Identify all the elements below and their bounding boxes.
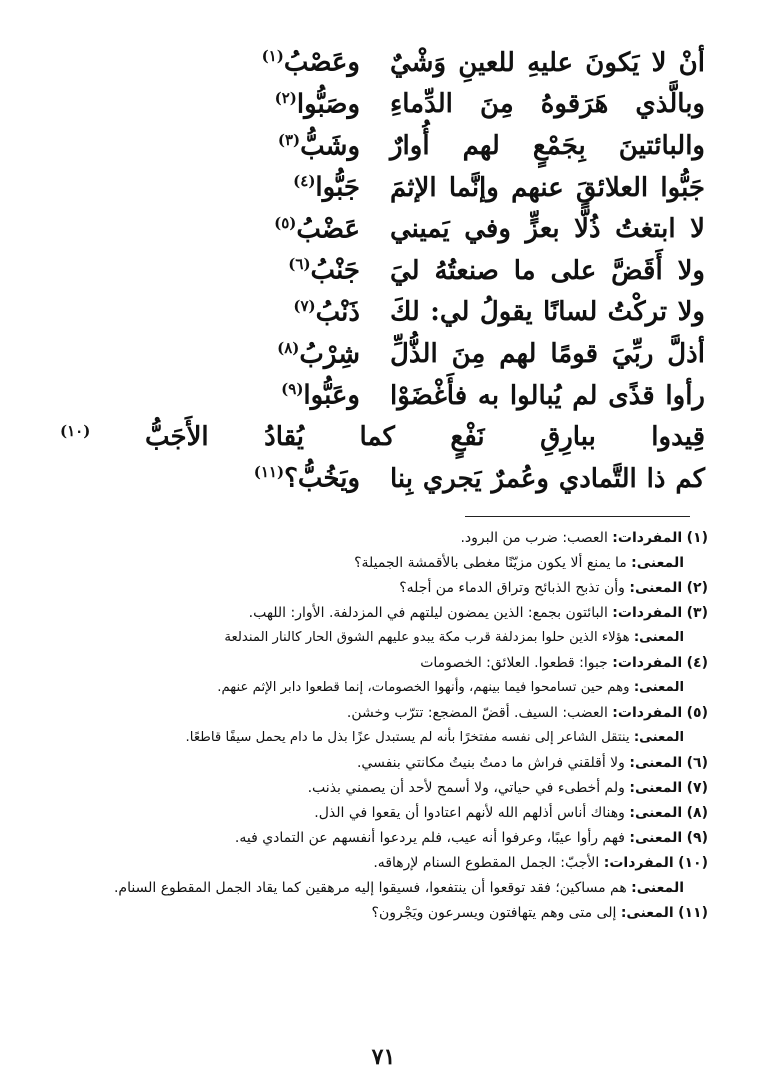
footnote-marker: (٦)	[288, 255, 311, 274]
footnote-key: المفردات:	[612, 605, 683, 621]
footnote-number: (٣)	[686, 605, 708, 621]
footnote-item	[60, 703, 708, 723]
verse-first-hemistich: وبالَّذي هَرَقوهُ مِنَ الدِّماءِ	[390, 89, 705, 120]
footnote-text: البائتون بجمع: الذين يمضون ليلتهم في المزدلفة. الأوار: اللهب.	[248, 605, 608, 621]
verse-second-hemistich	[60, 382, 360, 409]
footnote-key: المعنى:	[629, 805, 683, 821]
verse-second-hemistich	[60, 174, 360, 201]
footnote-marker: (٧)	[293, 297, 316, 316]
footnotes	[60, 528, 708, 928]
verse-second-text: وعَصْبُ	[283, 48, 360, 79]
footnote-key: المفردات:	[612, 655, 683, 671]
verse-second-hemistich	[60, 255, 360, 287]
verse-first-hemistich: والبائتينَ بِجَمْعٍ لهم أُوارٌ	[390, 130, 705, 161]
footnote-key: المعنى:	[620, 905, 674, 921]
verse-second-text: ذَنْبُ	[315, 297, 360, 328]
footnote-item	[60, 753, 708, 773]
footnote-text: إلى متى وهم يتهافتون ويسرعون ويَجْرون؟	[371, 905, 617, 921]
verse	[60, 42, 705, 84]
footnote-marker: (١١)	[253, 463, 285, 482]
verse	[60, 333, 705, 375]
footnote-text: جبوا: قطعوا. العلائق: الخصومات	[420, 655, 608, 671]
footnote-item	[60, 878, 708, 898]
footnote-key: المفردات:	[612, 705, 683, 721]
verse	[60, 167, 705, 209]
verse	[60, 84, 705, 126]
footnote-text: الأجبّ: الجمل المقطوع السنام لإرهاقه.	[373, 855, 600, 871]
footnote-item	[60, 553, 708, 573]
footnote-item	[60, 678, 708, 698]
footnote-number: (٥)	[686, 705, 708, 721]
verse-second-hemistich	[60, 47, 360, 79]
verse	[60, 458, 705, 500]
footnote-key: المعنى:	[631, 880, 684, 896]
verse-second-hemistich	[60, 213, 360, 245]
verse-second-text: ويَخُبُّ؟	[284, 464, 360, 495]
footnote-number: (١١)	[678, 905, 708, 921]
verse	[60, 125, 705, 167]
footnote-key: المعنى:	[631, 555, 684, 571]
footnote-number: (٤)	[686, 655, 708, 671]
verse-first-hemistich: رأوا قذًى لم يُبالوا به فأَغْضَوْا	[390, 380, 705, 411]
footnote-marker: (١)	[261, 47, 284, 66]
verse-first-hemistich: ولا تركْتُ لسانًا يقولُ لي: لكَ	[390, 297, 705, 328]
footnote-text: العصب: ضرب من البرود.	[460, 530, 608, 546]
footnote-text: وأن تذبح الذبائح وتراق الدماء من أجله؟	[399, 580, 625, 596]
page-number: ٧١	[371, 1044, 396, 1070]
verse-second-text: جَبُّوا	[315, 172, 360, 203]
footnote-number: (٦)	[686, 755, 708, 771]
footnote-text: وهناك أناس أذلهم الله لأنهم اعتادوا أن يقعوا في الذل.	[314, 805, 625, 821]
footnote-number: (١)	[686, 530, 708, 546]
footnote-marker: (٥)	[274, 213, 297, 232]
footnote-item	[60, 528, 708, 548]
footnote-text: هم مساكين؛ فقد توقعوا أن ينتفعوا، فسيقوا إليه مرهقين كما يقاد الجمل المقطوع السنام.	[113, 880, 627, 896]
footnote-number: (٧)	[686, 780, 708, 796]
verse-first-hemistich: لا ابتغتُ ذُلًّا بعزٍّ وفي يَميني	[390, 214, 705, 245]
footnote-text: ينتقل الشاعر إلى نفسه مفتخرًا بأنه لم يستبدل عزًا بذل ما دام يحمل سيفًا قاطعًا.	[185, 730, 630, 745]
footnote-item	[60, 778, 708, 798]
verse	[60, 292, 705, 334]
footnote-text: ولم أخطىء في حياتي، ولا أسمح لأحد أن يصمني بذنب.	[307, 780, 625, 796]
verse-second-text: وصَبُّوا	[296, 89, 360, 120]
footnote-key: المعنى:	[629, 780, 683, 796]
footnote-key: المعنى:	[633, 630, 684, 645]
footnote-item	[60, 653, 708, 673]
footnote-marker: (١٠)	[60, 421, 91, 440]
verse-second-text: عَضْبُ	[296, 214, 360, 245]
poem	[60, 42, 705, 500]
verse	[60, 375, 705, 417]
footnote-number: (٩)	[686, 830, 708, 846]
footnote-key: المعنى:	[629, 755, 683, 771]
verse-second-hemistich	[60, 91, 360, 118]
footnote-key: المعنى:	[629, 580, 683, 596]
footnote-item	[60, 728, 708, 748]
footnote-marker: (٨)	[277, 338, 300, 357]
footnote-item	[60, 903, 708, 923]
verse-first-hemistich: كم ذا التَّمادي وعُمرٌ يَجري بِنا	[390, 463, 705, 494]
footnote-text: ما يمنع ألا يكون مزيّنًا مغطى بالأقمشة الجميلة؟	[354, 555, 627, 571]
footnote-number: (٨)	[686, 805, 708, 821]
footnote-divider	[465, 516, 690, 517]
footnote-key: المفردات:	[603, 855, 674, 871]
footnote-text: ولا أقلقني فراش ما دمتُ بنيتُ مكانتي بنفسي.	[356, 755, 625, 771]
verse-second-hemistich	[60, 338, 360, 370]
footnote-key: المفردات:	[612, 530, 683, 546]
verse-second-text: جَنْبُ	[310, 256, 360, 287]
footnote-marker: (٩)	[281, 380, 304, 399]
verse-second-hemistich	[60, 463, 360, 495]
footnote-number: (٢)	[686, 580, 708, 596]
verse-first-hemistich: أذلَّ ربِّيَ قومًا لهم مِنَ الذُّلِّ	[390, 338, 705, 369]
footnote-text: هؤلاء الذين حلوا بمزدلفة قرب مكة يبدو عليهم الشوق الحار كالنار المندلعة	[224, 630, 630, 645]
verse-second-hemistich	[60, 421, 91, 451]
verse-first-hemistich: ولا أَقَضَّ على ما صنعتُهُ ليَ	[390, 255, 705, 286]
footnote-item	[60, 603, 708, 623]
footnote-item	[60, 578, 708, 598]
verse	[60, 208, 705, 250]
footnote-item	[60, 828, 708, 848]
verse-first-hemistich: قِيدوا ببارِقِ نَفْعٍ كما يُقادُ الأَجَبُّ	[145, 422, 705, 453]
footnote-key: المعنى:	[633, 680, 684, 695]
verse-first-hemistich: أنْ لا يَكونَ عليهِ للعينِ وَشْيٌ	[390, 47, 705, 78]
footnote-text: وهم حين تسامحوا فيما بينهم، وأنهوا الخصومات، إنما قطعوا دابر الإثم عنهم.	[217, 680, 630, 695]
footnote-item	[60, 803, 708, 823]
verse	[60, 250, 705, 292]
footnote-text: العضب: السيف. أقضّ المضجع: تترّب وخشن.	[346, 705, 608, 721]
verse-second-text: شِرْبُ	[299, 339, 360, 370]
verse-first-hemistich: جَبُّوا العلائقَ عنهم وإنَّما الإثمَ	[390, 172, 705, 203]
verse-second-text: وشَبُّ	[300, 131, 360, 162]
footnote-number: (١٠)	[678, 855, 708, 871]
footnote-marker: (٤)	[293, 172, 316, 191]
footnote-item	[60, 628, 708, 648]
footnote-key: المعنى:	[629, 830, 683, 846]
footnote-item	[60, 853, 708, 873]
verse-second-text: وعَبُّوا	[303, 380, 360, 411]
footnote-marker: (٢)	[274, 89, 297, 108]
verse	[60, 416, 705, 458]
verse-second-hemistich	[60, 299, 360, 326]
footnote-text: فهم رأوا عيبًا، وعرفوا أنه عيب، فلم يردعوا أنفسهم عن التمادي فيه.	[234, 830, 625, 846]
footnote-marker: (٣)	[277, 130, 301, 149]
footnote-key: المعنى:	[633, 730, 684, 745]
verse-second-hemistich	[60, 130, 360, 162]
